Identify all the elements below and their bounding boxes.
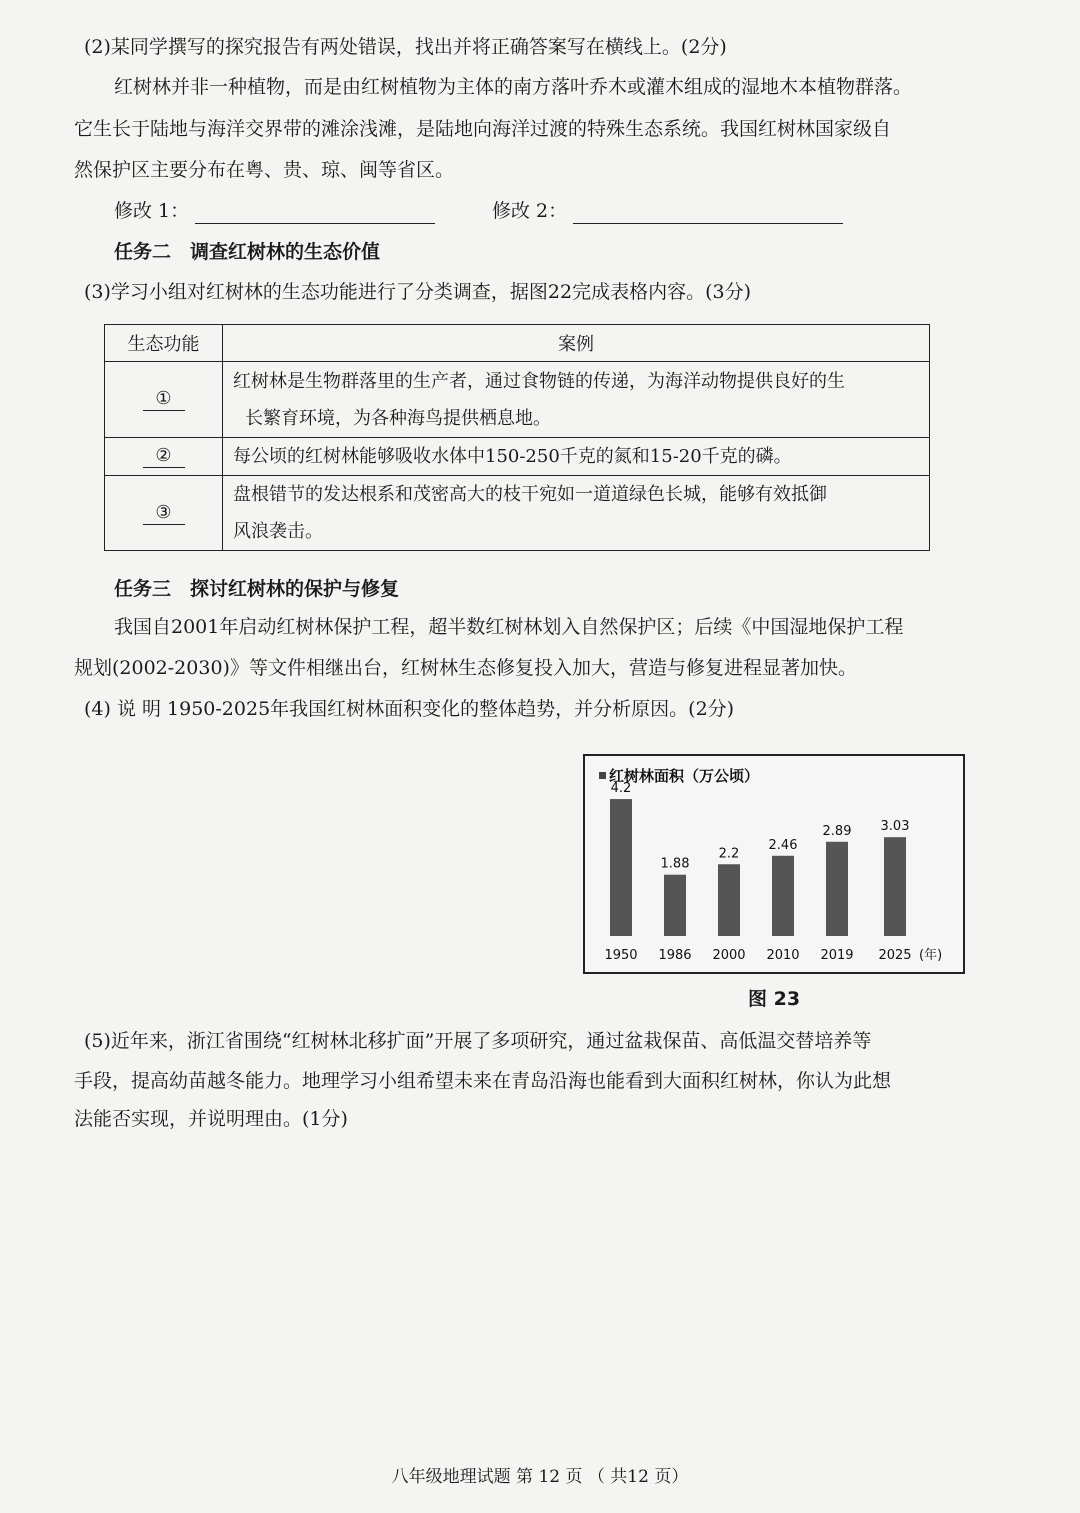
case-1-line-1: 红树林是生物群落里的生产者，通过食物链的传递，为海洋动物提供良好的生 (233, 370, 845, 392)
data-label-2025: 3.03 (880, 819, 910, 835)
fix-2-row (492, 198, 843, 224)
table-row (105, 476, 930, 551)
tick-label-2025: 2025 (878, 948, 912, 963)
q5-line-2: 手段，提高幼苗越冬能力。地理学习小组希望未来在青岛沿海也能看到大面积红树林，你认为此想 (74, 1070, 892, 1092)
report-line-2: 它生长于陆地与海洋交界带的滩涂浅滩，是陆地向海洋过渡的特殊生态系统。我国红树林国家级自 (74, 118, 892, 140)
eco-function-table (104, 324, 930, 551)
bar-2019 (826, 842, 848, 936)
data-label-2000: 2.2 (718, 846, 740, 862)
tick-label-2000: 2000 (712, 948, 746, 963)
legend-marker (599, 772, 606, 779)
data-label-1986: 1.88 (660, 856, 690, 872)
page-footer: 八年级地理试题 第 12 页 （ 共12 页） (391, 1467, 689, 1487)
report-line-3: 然保护区主要分布在粤、贵、琼、闽等省区。 (74, 159, 455, 181)
header-case: 案例 (223, 325, 930, 362)
chart-svg (585, 756, 963, 972)
chart-title: 红树林面积（万公顷） (609, 767, 760, 785)
q5-line-1: (5)近年来，浙江省围绕“红树林北移扩面”开展了多项研究，通过盆栽保苗、高低温交替培养等 (84, 1030, 872, 1052)
task-3-para-line-2: 规划(2002-2030)》等文件相继出台，红树林生态修复投入加大，营造与修复进程显著加快。 (74, 657, 857, 679)
data-label-2010: 2.46 (768, 837, 798, 853)
q5-line-3: 法能否实现，并说明理由。(1分) (74, 1108, 348, 1130)
bar-1986 (664, 875, 686, 936)
q3-prompt: (3)学习小组对红树林的生态功能进行了分类调查，据图22完成表格内容。(3分) (84, 281, 752, 303)
case-1-line-2: 长繁育环境，为各种海鸟提供栖息地。 (245, 407, 551, 429)
table-row (105, 438, 930, 476)
case-cell-1 (223, 362, 930, 438)
task-3-heading: 任务三 探讨红树林的保护与修复 (114, 578, 400, 600)
table-row (105, 362, 930, 438)
tick-label-1986: 1986 (658, 948, 692, 963)
case-cell-3 (223, 476, 930, 551)
bar-1950 (610, 799, 632, 936)
answer-blank-1[interactable]: ① (143, 388, 185, 411)
answer-blank-3[interactable]: ③ (143, 502, 185, 525)
tick-label-2019: 2019 (820, 948, 854, 963)
tick-label-2010: 2010 (766, 948, 800, 963)
data-label-2019: 2.89 (822, 823, 852, 839)
fix-1-row (114, 198, 435, 224)
q2-prompt: (2)某同学撰写的探究报告有两处错误，找出并将正确答案写在横线上。(2分) (84, 36, 727, 58)
report-line-1: 红树林并非一种植物，而是由红树植物为主体的南方落叶乔木或灌木组成的湿地木本植物群落。 (114, 76, 913, 98)
fix-1-answer-blank[interactable] (195, 203, 435, 224)
fix-2-label: 修改 2： (492, 200, 568, 222)
answer-blank-2[interactable]: ② (143, 445, 185, 468)
case-3-line-2: 风浪袭击。 (233, 521, 323, 542)
function-cell-3[interactable] (105, 476, 223, 551)
bar-2010 (772, 856, 794, 936)
fix-2-answer-blank[interactable] (573, 203, 843, 224)
case-2-line-1: 每公顷的红树林能够吸收水体中150-250千克的氮和15-20千克的磷。 (233, 446, 792, 467)
case-3-line-1: 盘根错节的发达根系和茂密高大的枝干宛如一道道绿色长城，能够有效抵御 (233, 484, 827, 505)
fix-1-label: 修改 1： (114, 200, 190, 222)
case-cell-2 (223, 438, 930, 476)
header-function: 生态功能 (105, 325, 223, 362)
bar-2000 (718, 864, 740, 936)
function-cell-2[interactable] (105, 438, 223, 476)
task-2-heading: 任务二 调查红树林的生态价值 (114, 241, 381, 263)
q4-prompt: (4) 说 明 1950-2025年我国红树林面积变化的整体趋势，并分析原因。(2分) (84, 698, 735, 720)
bar-2025 (884, 837, 906, 936)
task-3-para-line-1: 我国自2001年启动红树林保护工程，超半数红树林划入自然保护区；后续《中国湿地保护工程 (114, 616, 904, 638)
function-cell-1[interactable] (105, 362, 223, 438)
figure-caption: 图 23 (748, 988, 801, 1010)
mangrove-area-chart (583, 754, 965, 974)
tick-label-1950: 1950 (604, 948, 638, 963)
x-axis-label: (年) (919, 948, 943, 963)
data-label-1950: 4.2 (610, 781, 632, 797)
table-header-row (105, 325, 930, 362)
